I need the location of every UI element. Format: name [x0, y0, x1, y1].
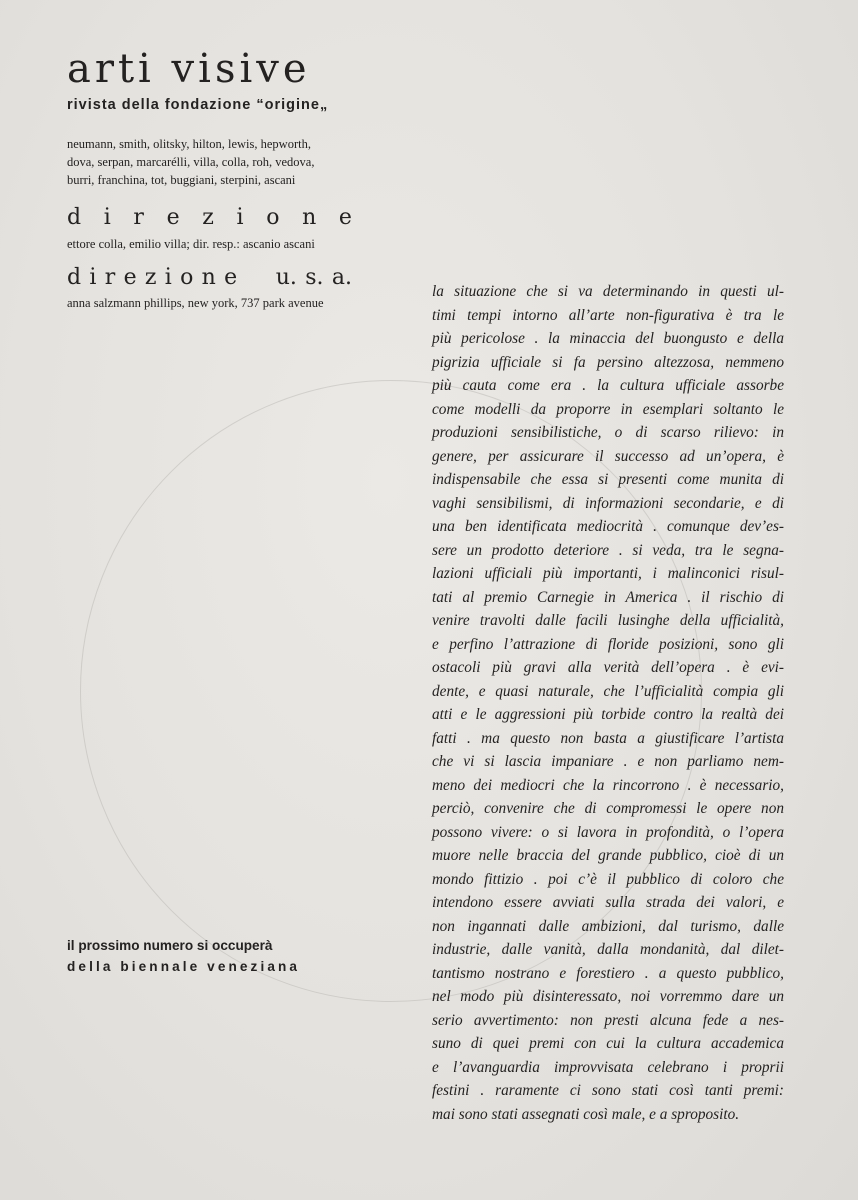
editorial-line: mondo fittizio . poi c’è il pubblico di coloro che — [432, 870, 784, 888]
editorial-line: nel modo più disinteressato, noi vorremmo dare un — [432, 988, 784, 1005]
artists-line: burri, franchina, tot, buggiani, sterpini, ascani — [67, 173, 296, 187]
artists-line: neumann, smith, olitsky, hilton, lewis, hepworth, — [67, 137, 311, 151]
editorial-line: una ben identificata mediocrità . comunque dev’es- — [432, 518, 784, 535]
editorial-line: perciò, convenire che di compromessi le opere non — [432, 800, 784, 817]
editorial-line: la situazione che si va determinando in questi ul- — [432, 283, 784, 300]
editorial-line: possono vivere: o si lavora in profondità, o l’opera — [432, 823, 784, 841]
editorial-line: timi tempi intorno all’arte non-figurativa è tra le — [432, 306, 784, 324]
next-issue-announcement — [67, 935, 354, 977]
magazine-title: arti visive — [67, 46, 311, 92]
editorial-line: sere un prodotto deteriore . si veda, tra le segna- — [432, 541, 784, 559]
editorial-line: più pericolose . la minaccia del buongusto e della — [432, 330, 784, 347]
editorial-line: venire travolti dalle facili lusinghe della ufficialità, — [432, 612, 784, 629]
magazine-subtitle: rivista della fondazione “origine„ — [67, 97, 329, 113]
editorial-line: genere, per assicurare il successo ad un’opera, è — [432, 447, 784, 465]
editorial-line: produzioni sensibilistiche, o di scarso rilievo: in — [432, 424, 784, 441]
editorial-line: serio avvertimento: non presti alcuna fede a nes- — [432, 1011, 784, 1029]
artists-list — [67, 135, 362, 189]
editorial-line: meno dei mediocri che la rincorrono . è necessario, — [432, 776, 784, 794]
editorial-line: dente, e quasi naturale, che l’ufficialità compia gli — [432, 682, 784, 700]
editorial-line: festini . raramente ci sono stati così tanti premi: — [432, 1082, 784, 1099]
announcement-line: della biennale veneziana — [67, 959, 301, 974]
editorial-line: che vi si lascia impaniare . e non parliamo nem- — [432, 753, 784, 770]
editorial-line: non ingannati dalle ambizioni, dal turismo, dalle — [432, 917, 784, 935]
editorial-line: mai sono stati assegnati così male, e a sproposito. — [432, 1105, 740, 1123]
editorial-line: industrie, dalle vanità, dalla mondanità, dal dilet- — [432, 941, 784, 958]
editorial-line: suno di quei premi con cui la cultura accademica — [432, 1035, 784, 1052]
direzione-names: ettore colla, emilio villa; dir. resp.: ascanio ascani — [67, 237, 315, 251]
editorial-line: pigrizia ufficiale si fa persino altezzosa, nemmeno — [432, 353, 784, 371]
direzione-usa-heading: d i r e z i o n e u. s. a. — [67, 265, 352, 290]
editorial-line: fatti . ma questo non basta a giustificare l’artista — [432, 729, 784, 747]
editorial-line: muore nelle braccia del grande pubblico, cioè di un — [432, 847, 784, 864]
editorial-line: tantismo nostrano e forestiero . a questo pubblico, — [432, 964, 784, 982]
editorial-line: indispensabile che essa si presenti come munita di — [432, 471, 784, 488]
editorial-line: e l’avanguardia improvvisata celebrano i proprii — [432, 1058, 784, 1076]
editorial-line: e perfino l’attrazione di floride posizioni, sono gli — [432, 635, 784, 653]
editorial-line: più cauta come era . la cultura ufficiale assorbe — [432, 377, 784, 394]
direzione-usa-address: anna salzmann phillips, new york, 737 park avenue — [67, 296, 324, 310]
editorial-line: atti e le aggressioni più torbide contro la realtà dei — [432, 706, 784, 723]
editorial-line: lazioni ufficiali più importanti, i malinconici risul- — [432, 565, 784, 582]
announcement-line: il prossimo numero si occuperà — [67, 938, 273, 953]
editorial-line: come modelli da proporre in esemplari soltanto le — [432, 400, 784, 418]
artists-line: dova, serpan, marcarélli, villa, colla, roh, vedova, — [67, 155, 315, 169]
editorial-line: intendono essere avviati sulla strada dei valori, e — [432, 894, 784, 911]
editorial-text — [432, 280, 784, 1126]
direzione-heading: d i r e z i o n e — [67, 205, 352, 230]
editorial-line: vaghi sensibilismi, di informazioni secondarie, e di — [432, 494, 784, 512]
editorial-line: ostacoli più gravi alla verità dell’opera . è evi- — [432, 659, 784, 676]
editorial-line: tati al premio Carnegie in America . il rischio di — [432, 588, 784, 606]
